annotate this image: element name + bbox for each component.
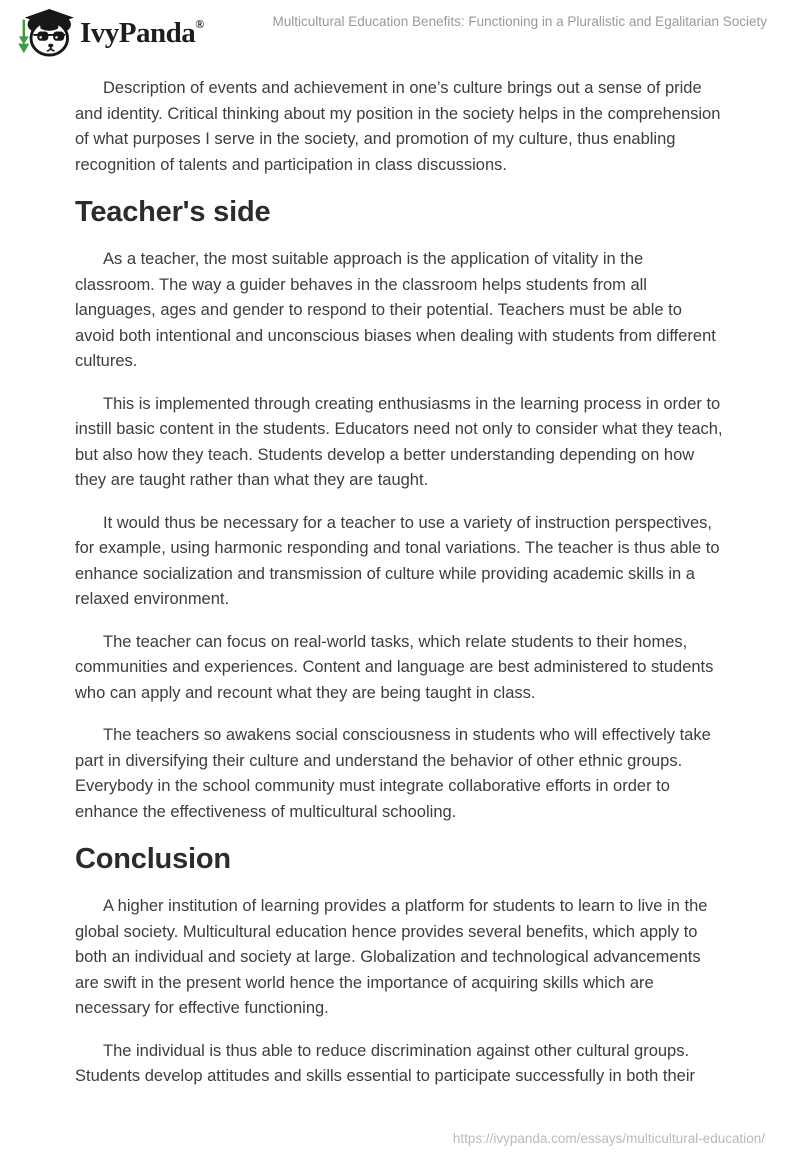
paragraph: This is implemented through creating enthusiasms in the learning process in order to instill basic content in the students. Educators need not only to consider what they teach, but also how they teach. Students develop a better understanding depending on how they are taught rather than what they are taught. [75,394,723,489]
paragraph: The individual is thus able to reduce discrimination against other cultural groups. Students develop attitudes and skills essential to participate successfully in both their [75,1041,696,1085]
ivypanda-panda-logo-icon [14,8,74,58]
registered-trademark-symbol: ® [195,17,205,31]
paragraph: It would thus be necessary for a teacher to use a variety of instruction perspectives, for example, using harmonic responding and tonal variations. The teacher is thus able to enhance socialization and transmission of culture while providing academic skills in a relaxed environment. [75,513,720,608]
paragraph: Description of events and achievement in one’s culture brings out a sense of pride and identity. Critical thinking about my position in the society helps in the comprehension of what purposes I serve in the society, and promotion of my culture, thus enabling recognition of talents and participation in class discussions. [75,79,721,174]
brand-wordmark: IvyPanda [80,17,196,49]
paragraph: A higher institution of learning provides a platform for students to learn to live in the global society. Multicultural education hence provides several benefits, which apply to both an individual and society at large. Globalization and technological advancements are swift in the present world hence the importance of acquiring skills which are necessary for effective functioning. [75,897,708,1017]
running-header-title: Multicultural Education Benefits: Functioning in a Pluralistic and Egalitarian Society [272,14,767,29]
paragraph: The teachers so awakens social consciousness in students who will effectively take part in diversifying their culture and understand the behavior of other ethnic groups. Everybody in the school community must integrate collaborative efforts in order to enhance the effectiveness of multicultural schooling. [75,726,711,821]
paragraph: The teacher can focus on real-world tasks, which relate students to their homes, communities and experiences. Content and language are best administered to students who can apply and recount what they are being taught in class. [75,632,714,702]
brand-name [80,17,204,50]
section-heading-teachers-side: Teacher's side [75,196,271,228]
page-header [0,0,800,58]
document-body [0,58,800,1090]
source-url: https://ivypanda.com/essays/multicultural-education/ [452,1131,765,1146]
paragraph: As a teacher, the most suitable approach is the application of vitality in the classroom. The way a guider behaves in the classroom helps students from all languages, ages and gender to respond to their potential. Teachers must be able to avoid both intentional and unconscious biases when dealing with students from different cultures. [75,250,716,370]
section-heading-conclusion: Conclusion [75,843,231,875]
